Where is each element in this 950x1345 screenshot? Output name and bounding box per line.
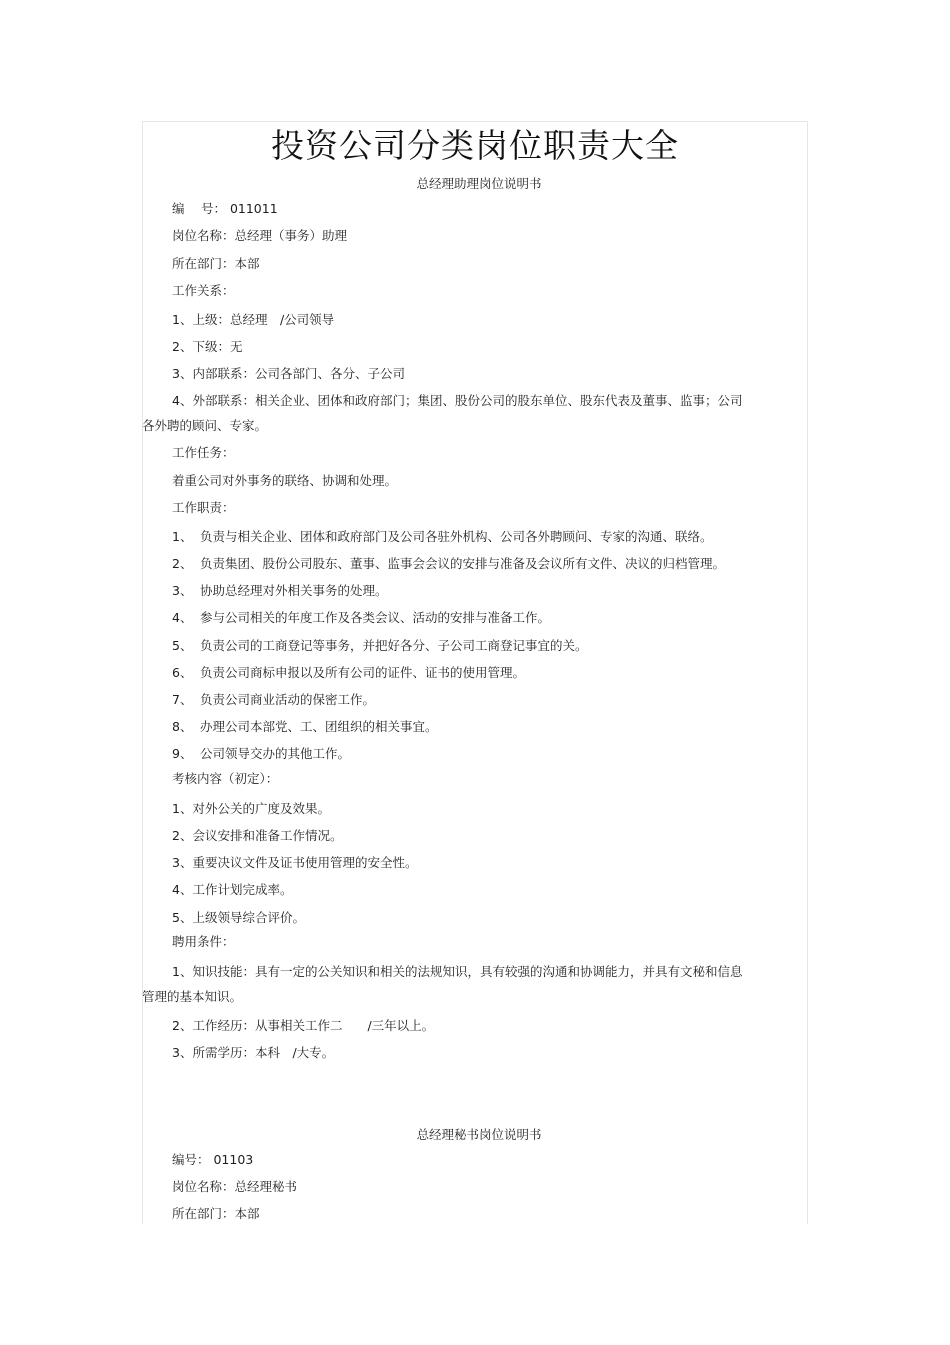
duty-item bbox=[172, 556, 725, 572]
assessment-item: 3、重要决议文件及证书使用管理的安全性。 bbox=[172, 855, 418, 870]
hiring-experience: 2、工作经历：从事相关工作二 /三年以上。 bbox=[172, 1018, 435, 1033]
job-title: 岗位名称：总经理秘书 bbox=[172, 1179, 298, 1194]
duty-text: 公司领导交办的其他工作。 bbox=[200, 746, 351, 761]
task-text: 着重公司对外事务的联络、协调和处理。 bbox=[172, 473, 398, 488]
duty-item bbox=[172, 610, 550, 626]
assessment-item: 1、对外公关的广度及效果。 bbox=[172, 801, 330, 816]
duty-item bbox=[172, 719, 438, 735]
duty-item bbox=[172, 638, 588, 654]
department: 所在部门：本部 bbox=[172, 256, 260, 271]
duty-number: 5、 bbox=[172, 638, 193, 653]
section-heading-secretary: 总经理秘书岗位说明书 bbox=[416, 1127, 542, 1142]
duty-text: 负责公司商标申报以及所有公司的证件、证书的使用管理。 bbox=[200, 665, 526, 680]
duty-number: 1、 bbox=[172, 529, 193, 544]
relation-external: 4、外部联系：相关企业、团体和政府部门；集团、股份公司的股东单位、股东代表及董事、监事；公司各外聘的顾问、专家。 bbox=[142, 393, 743, 433]
duty-number: 6、 bbox=[172, 665, 193, 680]
assessment-item: 5、上级领导综合评价。 bbox=[172, 910, 305, 925]
assessment-item: 4、工作计划完成率。 bbox=[172, 882, 293, 897]
duty-item bbox=[172, 529, 713, 545]
section-heading-assistant: 总经理助理岗位说明书 bbox=[416, 176, 542, 191]
department: 所在部门：本部 bbox=[172, 1206, 260, 1221]
assessment-label: 考核内容（初定）： bbox=[172, 771, 279, 786]
duty-number: 9、 bbox=[172, 746, 193, 761]
hiring-skills: 1、知识技能：具有一定的公关知识和相关的法规知识，具有较强的沟通和协调能力，并具有文秘和信息管理的基本知识。 bbox=[142, 964, 743, 1004]
duty-item bbox=[172, 692, 375, 708]
duty-text: 负责与相关企业、团体和政府部门及公司各驻外机构、公司各外聘顾问、专家的沟通、联络。 bbox=[200, 529, 713, 544]
duty-number: 2、 bbox=[172, 556, 193, 571]
duty-item bbox=[172, 583, 388, 599]
relation-superior: 1、上级：总经理 /公司领导 bbox=[172, 312, 335, 327]
hiring-education: 3、所需学历：本科 /大专。 bbox=[172, 1045, 335, 1060]
duty-number: 7、 bbox=[172, 692, 193, 707]
duty-number: 8、 bbox=[172, 719, 193, 734]
duty-text: 负责公司商业活动的保密工作。 bbox=[200, 692, 376, 707]
task-label: 工作任务： bbox=[172, 445, 235, 460]
hiring-label: 聘用条件： bbox=[172, 934, 235, 949]
duty-item bbox=[172, 665, 525, 681]
duty-text: 负责集团、股份公司股东、董事、监事会会议的安排与准备及会议所有文件、决议的归档管理。 bbox=[200, 556, 726, 571]
relations-label: 工作关系： bbox=[172, 283, 235, 298]
duty-number: 4、 bbox=[172, 610, 193, 625]
relation-subordinate: 2、下级：无 bbox=[172, 339, 243, 354]
duty-text: 负责公司的工商登记等事务，并把好各分、子公司工商登记事宜的关。 bbox=[200, 638, 588, 653]
job-title: 岗位名称：总经理（事务）助理 bbox=[172, 228, 348, 243]
duty-text: 参与公司相关的年度工作及各类会议、活动的安排与准备工作。 bbox=[200, 610, 551, 625]
duty-text: 办理公司本部党、工、团组织的相关事宜。 bbox=[200, 719, 438, 734]
duty-item bbox=[172, 746, 350, 762]
job-code: 编 号： 011011 bbox=[172, 201, 278, 216]
duty-number: 3、 bbox=[172, 583, 193, 598]
duty-text: 协助总经理对外相关事务的处理。 bbox=[200, 583, 388, 598]
duties-label: 工作职责： bbox=[172, 500, 235, 515]
job-code: 编号： 01103 bbox=[172, 1152, 254, 1167]
assessment-item: 2、会议安排和准备工作情况。 bbox=[172, 828, 343, 843]
relation-internal: 3、内部联系：公司各部门、各分、子公司 bbox=[172, 366, 405, 381]
document-title: 投资公司分类岗位职责大全 bbox=[271, 126, 679, 165]
